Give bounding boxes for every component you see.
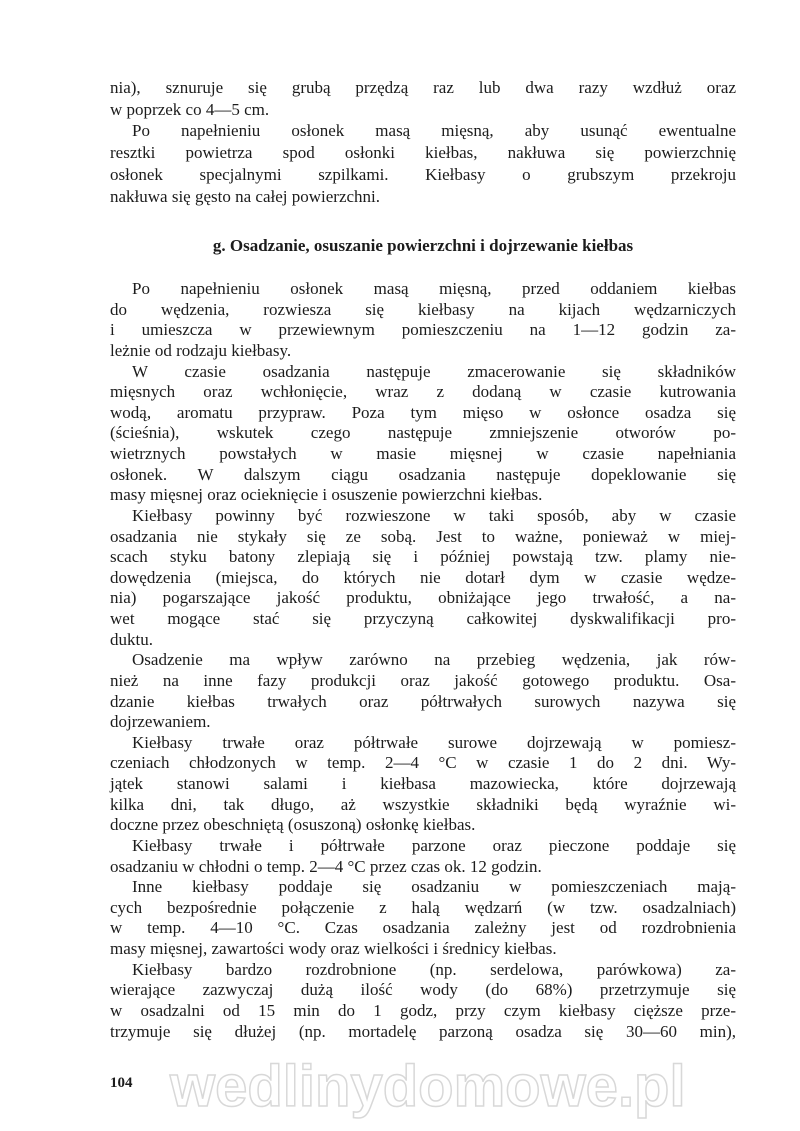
text-line: osadzaniu w chłodni o temp. 2—4 °C przez czas ok. 12 godzin. — [110, 856, 542, 876]
page-number: 104 — [110, 1075, 133, 1091]
paragraph — [110, 960, 736, 1043]
text-line: wierające zazwyczaj dużą ilość wody (do 68%) przetrzymuje się — [110, 980, 736, 1000]
top-text-block — [110, 77, 736, 207]
text-line: nia) pogarszające jakość produktu, obniżające jego trwałość, a na- — [110, 588, 736, 608]
text-line: nież na inne fazy produkcji oraz jakość gotowego produktu. Osa- — [110, 670, 736, 690]
text-line: nia), sznuruje się grubą przędzą raz lub dwa razy wzdłuż oraz — [110, 78, 736, 97]
paragraph — [110, 733, 736, 836]
text-line: w osadzalni od 15 min do 1 godz, przy czym kiełbasy cięższe prze- — [110, 1000, 736, 1020]
paragraph — [110, 279, 736, 362]
text-line: Po napełnieniu osłonek masą mięsną, przed oddaniem kiełbas — [132, 279, 736, 298]
text-line: Kiełbasy trwałe i półtrwałe parzone oraz pieczone poddaje się — [132, 835, 736, 855]
paragraph — [110, 836, 736, 877]
main-text-block — [110, 279, 736, 1042]
section-heading: g. Osadzanie, osuszanie powierzchni i dojrzewanie kiełbas — [212, 236, 634, 255]
text-line: trzymuje się dłużej (np. mortadelę parzoną osadza się 30—60 min), — [110, 1021, 736, 1041]
text-line: Kiełbasy powinny być rozwieszone w taki sposób, aby w czasie — [132, 505, 736, 525]
text-line: wet mogące stać się przyczyną całkowitej dyskwalifikacji pro- — [110, 609, 736, 628]
text-line: (ścieśnia), wskutek czego następuje zmniejszenie otworów po- — [110, 423, 736, 443]
text-line: dowędzenia (miejsca, do których nie dotarł dym w czasie wędze- — [110, 567, 736, 587]
text-line: w poprzek co 4—5 cm. — [110, 99, 270, 119]
text-line: Po napełnieniu osłonek masą mięsną, aby usunąć ewentualne — [132, 121, 736, 141]
text-line: doczne przez obeschniętą (osuszoną) osłonkę kiełbas. — [110, 815, 476, 835]
text-line: W czasie osadzania następuje zmacerowanie się składników — [132, 361, 736, 381]
text-line: masy mięsnej oraz ocieknięcie i osuszenie powierzchni kiełbas. — [110, 485, 543, 505]
text-line: dojrzewaniem. — [110, 712, 211, 732]
text-line: duktu. — [110, 629, 153, 649]
text-line: Osadzenie ma wpływ zarówno na przebieg wędzenia, jak rów- — [132, 650, 736, 670]
text-line: kilka dni, tak długo, aż wszystkie składniki będą wyraźnie wi- — [110, 794, 736, 814]
text-line: osłonek specjalnymi szpilkami. Kiełbasy o grubszym przekroju — [110, 164, 736, 184]
text-line: mięsnych oraz wchłonięcie, wraz z dodaną w czasie kutrowania — [110, 382, 736, 402]
paragraph — [110, 120, 736, 207]
text-line: resztki powietrza spod osłonki kiełbas, nakłuwa się powierzchnię — [110, 143, 736, 163]
text-line: masy mięsnej, zawartości wody oraz wielkości i średnicy kiełbas. — [110, 939, 557, 958]
paragraph — [110, 362, 736, 506]
paragraph — [110, 77, 736, 120]
text-line: osadzania nie stykały się ze sobą. Jest to ważne, ponieważ w miej- — [110, 526, 736, 546]
text-line: Kiełbasy bardzo rozdrobnione (np. serdelowa, parówkowa) za- — [132, 959, 736, 979]
text-line: cych bezpośrednie połączenie z halą wędzarń (w tzw. osadzalniach) — [110, 897, 736, 917]
text-line: czeniach chłodzonych w temp. 2—4 °C w czasie 1 do 2 dni. Wy- — [110, 753, 736, 773]
text-line: jątek stanowi salami i kiełbasa mazowiecka, które dojrzewają — [110, 774, 736, 793]
paragraph — [110, 650, 736, 733]
text-line: Kiełbasy trwałe oraz półtrwałe surowe dojrzewają w pomiesz- — [132, 732, 736, 752]
text-line: wietrznych powstałych w masie mięsnej w czasie napełniania — [110, 444, 736, 463]
text-line: do wędzenia, rozwiesza się kiełbasy na kijach wędzarniczych — [110, 299, 736, 319]
paragraph — [110, 877, 736, 960]
paragraph — [110, 506, 736, 650]
text-line: leżnie od rodzaju kiełbasy. — [110, 340, 292, 360]
text-line: dzanie kiełbas trwałych oraz półtrwałych surowych nazywa się — [110, 691, 736, 711]
text-line: wodą, aromatu przypraw. Poza tym mięso w osłonce osadza się — [110, 402, 736, 422]
text-line: scach styku batony zlepiają się i później powstają tzw. plamy nie- — [110, 547, 736, 567]
text-line: Inne kiełbasy poddaje się osadzaniu w pomieszczeniach mają- — [132, 877, 736, 897]
text-line: nakłuwa się gęsto na całej powierzchni. — [110, 186, 381, 206]
text-line: w temp. 4—10 °C. Czas osadzania zależny jest od rozdrobnienia — [110, 918, 736, 938]
text-line: osłonek. W dalszym ciągu osadzania następuje dopeklowanie się — [110, 464, 736, 484]
text-line: i umieszcza w przewiewnym pomieszczeniu na 1—12 godzin za- — [110, 320, 736, 340]
footer-watermark: wedlinydomowe.pl — [170, 1054, 686, 1119]
